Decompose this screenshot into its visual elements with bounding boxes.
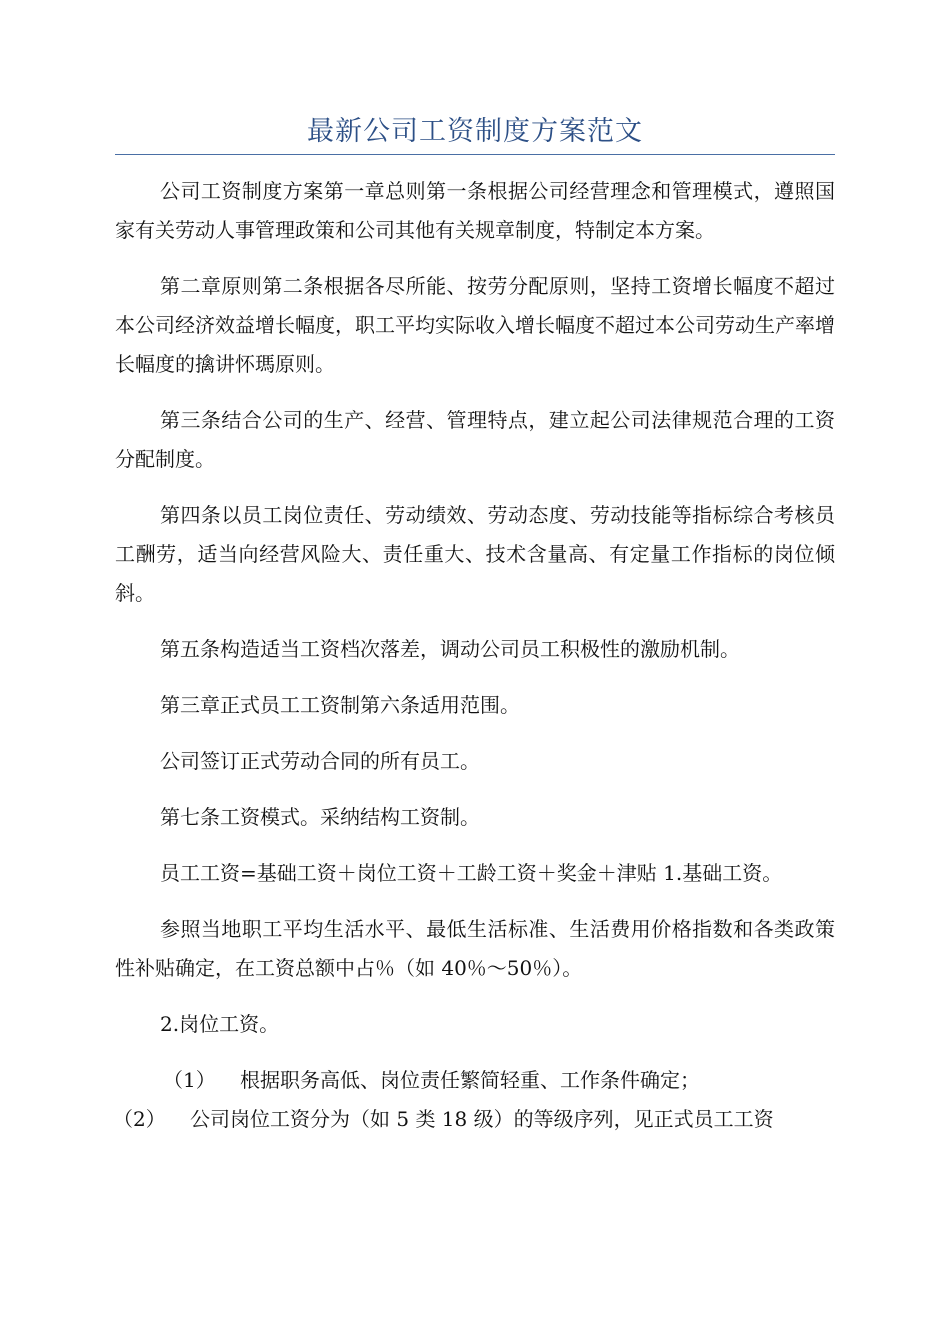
paragraph-salary-formula: 员工工资=基础工资＋岗位工资＋工龄工资＋奖金＋津贴 1.基础工资。 — [160, 861, 783, 885]
paragraph-chapter1-article1: 公司工资制度方案第一章总则第一条根据公司经营理念和管理模式，遵照国家有关劳动人事管理政策和公司其他有关规章制度，特制定本方案。 — [115, 179, 835, 242]
paragraph-article7: 第七条工资模式。采纳结构工资制。 — [160, 805, 480, 829]
paragraph-position-salary-heading: 2.岗位工资。 — [160, 1012, 280, 1036]
list-item — [113, 1100, 835, 1139]
paragraph-article5: 第五条构造适当工资档次落差，调动公司员工积极性的激励机制。 — [160, 637, 740, 661]
paragraph-base-salary: 参照当地职工平均生活水平、最低生活标准、生活费用价格指数和各类政策性补贴确定，在工资总额中占％（如 40％～50％）。 — [115, 917, 835, 980]
list-item-text: 根据职务高低、岗位责任繁简轻重、工作条件确定； — [240, 1068, 700, 1092]
paragraph-article3: 第三条结合公司的生产、经营、管理特点，建立起公司法律规范合理的工资分配制度。 — [115, 408, 835, 471]
list-item-number: （2） — [113, 1107, 166, 1131]
list-item — [115, 1061, 835, 1100]
list-item-text: 公司岗位工资分为（如 5 类 18 级）的等级序列，见正式员工工资 — [190, 1107, 774, 1131]
document-title: 最新公司工资制度方案范文 — [307, 116, 643, 147]
list-item-number: （1） — [163, 1068, 216, 1092]
title-underline — [115, 154, 835, 155]
document-body — [115, 172, 835, 1139]
paragraph-scope: 公司签订正式劳动合同的所有员工。 — [160, 749, 480, 773]
paragraph-chapter3-article6: 第三章正式员工工资制第六条适用范围。 — [160, 693, 520, 717]
paragraph-chapter2-article2: 第二章原则第二条根据各尽所能、按劳分配原则，坚持工资增长幅度不超过本公司经济效益增长幅度，职工平均实际收入增长幅度不超过本公司劳动生产率增长幅度的擒讲怀瑪原则。 — [115, 274, 835, 376]
paragraph-article4: 第四条以员工岗位责任、劳动绩效、劳动态度、劳动技能等指标综合考核员工酬劳，适当向经营风险大、责任重大、技术含量高、有定量工作指标的岗位倾斜。 — [115, 503, 835, 605]
